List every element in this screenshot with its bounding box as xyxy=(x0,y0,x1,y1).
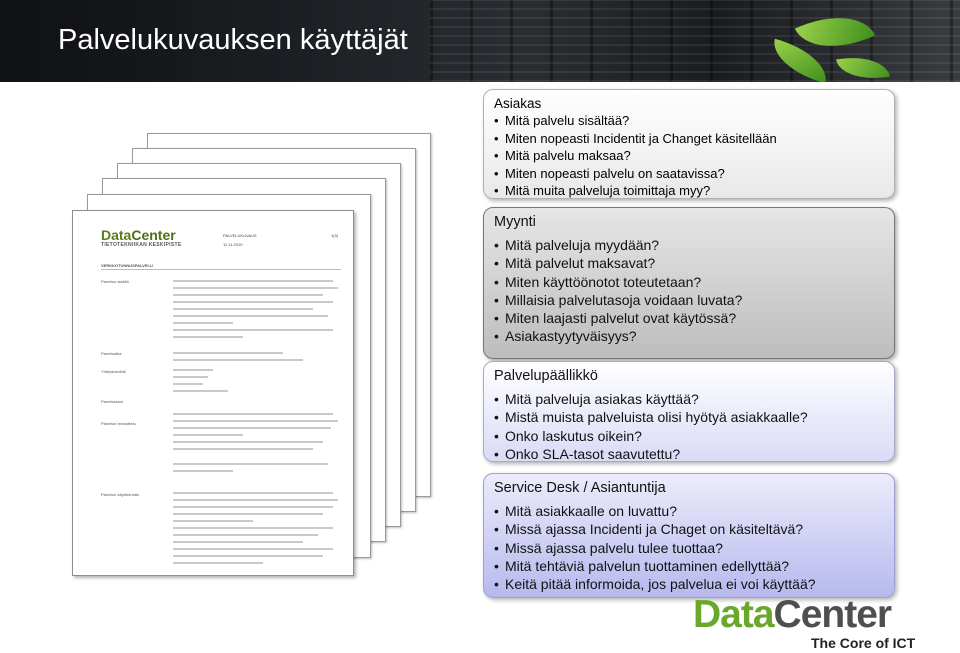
question-item: • Mitä palvelu maksaa? xyxy=(494,147,884,165)
document-text-line xyxy=(173,294,323,296)
question-item: • Missä ajassa palvelu tulee tuottaa? xyxy=(494,539,884,557)
document-row-label: Palveluaika xyxy=(101,351,122,356)
question-item: • Mitä palvelu sisältää? xyxy=(494,112,884,130)
document-text-line xyxy=(173,441,323,443)
document-row-label: Yhteyshenkilö xyxy=(101,369,126,374)
question-item: • Miten nopeasti Incidentit ja Changet käsitellään xyxy=(494,130,884,148)
question-item: • Mitä asiakkaalle on luvattu? xyxy=(494,502,884,520)
document-text-line xyxy=(173,548,333,550)
datacenter-logo xyxy=(693,593,916,651)
service-description-document xyxy=(72,210,354,576)
question-list xyxy=(494,502,884,593)
document-text-line xyxy=(173,527,333,529)
document-text-line xyxy=(173,352,283,354)
document-text-line xyxy=(173,280,333,282)
document-row-label: Palvelun käyttöönotto xyxy=(101,492,140,497)
question-item: • Mitä palveluja asiakas käyttää? xyxy=(494,390,884,408)
document-label: PALVELUKUVAUS xyxy=(223,233,257,238)
document-text-line xyxy=(173,513,323,515)
question-item: • Mitä palvelut maksavat? xyxy=(494,254,884,272)
question-item: • Mistä muista palveluista olisi hyötyä asiakkaalle? xyxy=(494,408,884,426)
question-item: • Miten nopeasti palvelu on saatavissa? xyxy=(494,165,884,183)
document-text-line xyxy=(173,448,313,450)
header-banner xyxy=(0,0,960,82)
document-date: 11.11.2010 xyxy=(223,242,243,247)
document-text-line xyxy=(173,427,331,429)
document-text-line xyxy=(173,562,263,564)
role-title: Myynti xyxy=(494,214,536,230)
question-item: • Keitä pitää informoida, jos palvelua ei voi käyttää? xyxy=(494,575,884,593)
question-list xyxy=(494,236,884,346)
document-text-line xyxy=(173,463,328,465)
document-text-line xyxy=(173,329,333,331)
page-title: Palvelukuvauksen käyttäjät xyxy=(58,24,408,56)
document-text-line xyxy=(173,315,328,317)
document-row-label: Palvelun hinnoittelu xyxy=(101,421,136,426)
role-box-palvelupaallikko xyxy=(483,361,895,462)
document-text-line xyxy=(173,470,233,472)
question-item: • Mitä tehtäviä palvelun tuottaminen edellyttää? xyxy=(494,557,884,575)
logo-tagline: The Core of ICT xyxy=(811,635,916,651)
role-box-myynti xyxy=(483,207,895,359)
question-item: • Missä ajassa Incidenti ja Chaget on käsiteltävä? xyxy=(494,520,884,538)
document-text-line xyxy=(173,492,333,494)
document-logo-subtitle: TIETOTEKNIIKAN KESKIPISTE xyxy=(101,242,182,248)
document-text-line xyxy=(173,301,333,303)
document-row-label: Palvelutasot xyxy=(101,399,123,404)
document-text-line xyxy=(173,555,323,557)
question-item: • Miten laajasti palvelut ovat käytössä? xyxy=(494,309,884,327)
document-text-line xyxy=(173,534,318,536)
question-item: • Onko SLA-tasot saavutettu? xyxy=(494,445,884,463)
question-item: • Onko laskutus oikein? xyxy=(494,427,884,445)
document-page-number: 1(3) xyxy=(331,233,339,238)
question-item: • Mitä muita palveluja toimittaja myy? xyxy=(494,182,884,200)
document-text-line xyxy=(173,359,303,361)
document-text-line xyxy=(173,413,333,415)
document-text-line xyxy=(173,541,303,543)
role-title: Asiakas xyxy=(494,96,542,111)
role-box-asiakas xyxy=(483,89,895,199)
logo-wordmark: DataCenter xyxy=(693,593,892,636)
role-title: Service Desk / Asiantuntija xyxy=(494,480,666,496)
document-text-line xyxy=(173,376,208,378)
document-text-line xyxy=(173,308,313,310)
document-text-line xyxy=(173,383,203,385)
document-text-line xyxy=(173,369,213,371)
document-text-line xyxy=(173,420,338,422)
document-row-label: Palvelun sisältö xyxy=(101,279,129,284)
role-title: Palvelupäällikkö xyxy=(494,368,598,384)
role-box-service-desk xyxy=(483,473,895,598)
document-text-line xyxy=(173,322,233,324)
question-item: • Asiakastyytyväisyys? xyxy=(494,327,884,345)
document-text-line xyxy=(173,520,253,522)
document-text-line xyxy=(173,336,243,338)
question-list xyxy=(494,112,884,200)
document-logo: DataCenter xyxy=(101,227,176,243)
question-item: • Miten käyttöönotot toteutetaan? xyxy=(494,273,884,291)
question-item: • Millaisia palvelutasoja voidaan luvata? xyxy=(494,291,884,309)
document-text-line xyxy=(173,499,338,501)
document-text-line xyxy=(173,434,243,436)
document-text-line xyxy=(173,390,228,392)
document-text-line xyxy=(173,506,333,508)
question-item: • Mitä palveluja myydään? xyxy=(494,236,884,254)
document-text-line xyxy=(173,287,338,289)
document-section: VERKKOTUNNUSPALVELU xyxy=(101,263,153,268)
document-divider xyxy=(101,269,341,270)
question-list xyxy=(494,390,884,463)
